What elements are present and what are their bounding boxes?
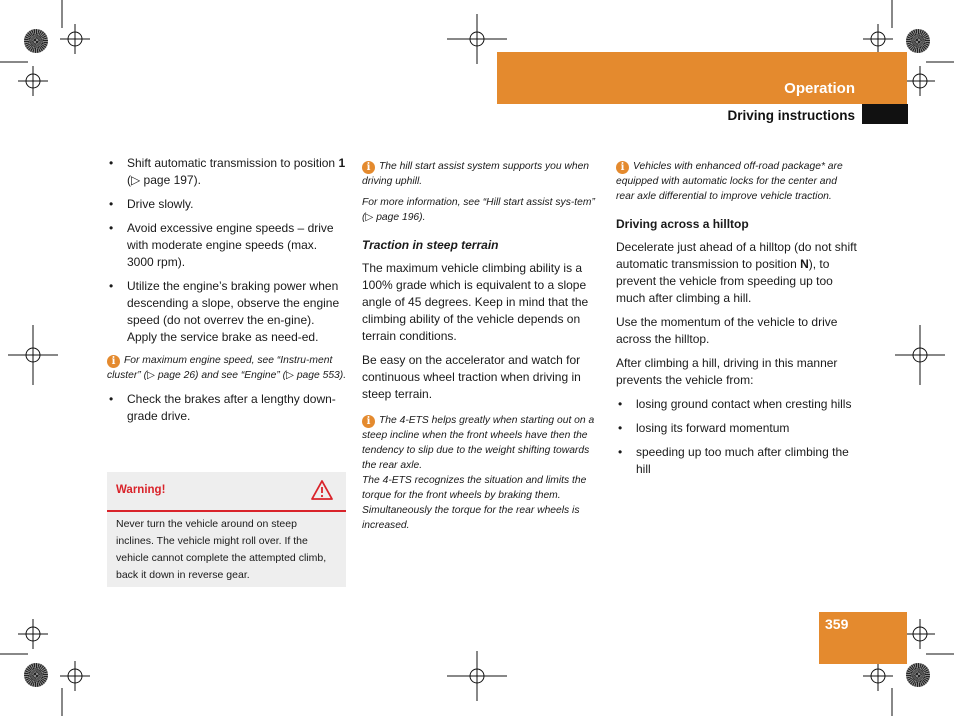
info-icon: i [107, 355, 120, 368]
paragraph: Decelerate just ahead of a hilltop (do not shift automatic transmission to position N), to prevent the vehicle from speeding up too much after climbing a hill. [616, 240, 857, 305]
section-heading: Driving across a hilltop [616, 217, 749, 231]
info-icon: i [616, 161, 629, 174]
list-item: • speeding up too much after climbing the hill [616, 444, 858, 478]
paragraph: The maximum vehicle climbing ability is a 100% grade which is equivalent to a slope angle of 45 degrees. Keep in mind that the climbing ability of the vehicle depends on terrain conditions. [362, 261, 589, 343]
info-note: i The hill start assist system supports you when driving uphill. [362, 161, 590, 187]
paragraph: Use the momentum of the vehicle to drive across the hilltop. [616, 315, 838, 346]
warning-triangle-icon [310, 479, 334, 501]
paragraph: After climbing a hill, driving in this manner prevents the vehicle from: [616, 356, 838, 387]
paragraph: Be easy on the accelerator and watch for continuous wheel traction when driving in steep terrain. [362, 353, 581, 401]
warning-text: Never turn the vehicle around on steep inclines. The vehicle might roll over. If the vehicle cannot complete the attempted climb, back it down in reverse gear. [116, 518, 327, 581]
warning-title: Warning! [116, 484, 166, 496]
info-icon: i [362, 161, 375, 174]
info-note-more: The 4-ETS recognizes the situation and limits the torque for the front wheels by braking them. Simultaneously the torque for the rear wheels is increased. [362, 475, 587, 531]
page-number: 359 [825, 616, 849, 632]
thumb-tab [862, 104, 908, 124]
list-item: • Drive slowly. [107, 196, 347, 213]
info-note: i The 4-ETS helps greatly when starting out on a steep incline when the front wheels have then the tendency to slip due to the weight shifting towards the rear axle. [362, 415, 595, 471]
info-note: i Vehicles with enhanced off-road package* are equipped with automatic locks for the center and rear axle differential to improve vehicle traction. [616, 161, 843, 202]
section-title: Operation [784, 80, 855, 97]
warning-header [107, 472, 346, 512]
list-item: • Avoid excessive engine speeds – drive with moderate engine speeds (max. 3000 rpm). [107, 220, 347, 271]
column-1 [107, 155, 347, 432]
list-item: • losing ground contact when cresting hills [616, 396, 858, 413]
info-icon: i [362, 415, 375, 428]
subsection-title: Driving instructions [727, 108, 855, 123]
column-3 [616, 159, 858, 485]
info-note-more: For more information, see “Hill start assist sys-tem” (▷ page 196). [362, 197, 595, 223]
info-note: i For maximum engine speed, see “Instru-ment cluster” (▷ page 26) and see “Engine” (▷ page 553). [107, 355, 347, 381]
section-heading: Traction in steep terrain [362, 238, 499, 252]
warning-box [107, 472, 346, 587]
list-item: • losing its forward momentum [616, 420, 858, 437]
column-2 [362, 159, 600, 539]
list-item: • Utilize the engine’s braking power when descending a slope, observe the engine speed (do not overrev the en-gine). Apply the service brake as need-ed. [107, 278, 347, 346]
list-item: • Shift automatic transmission to position 1 (▷ page 197). [107, 155, 347, 189]
list-item: • Check the brakes after a lengthy down-grade drive. [107, 391, 347, 425]
